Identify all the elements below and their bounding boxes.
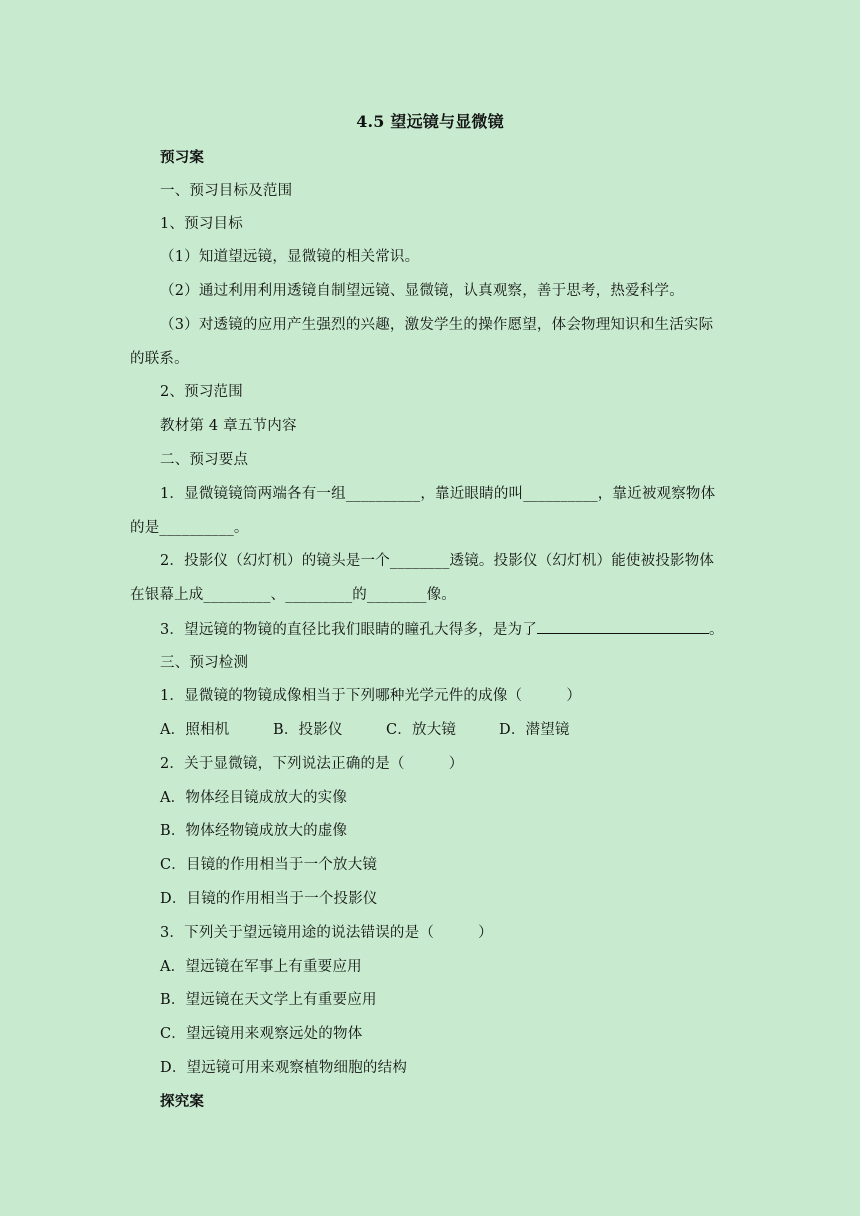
key-point-3 xyxy=(160,619,724,640)
goal-item-2: （2）通过利用利用透镜自制望远镜、显微镜，认真观察，善于思考，热爱科学。 xyxy=(160,283,684,299)
question-3-option-a: A．望远镜在军事上有重要应用 xyxy=(160,959,362,975)
question-1-option-c: C．放大镜 xyxy=(386,722,457,738)
section-heading-preview: 预习案 xyxy=(160,149,205,166)
question-1-options xyxy=(160,720,570,740)
question-2-option-b: B．物体经物镜成放大的虚像 xyxy=(160,823,348,839)
key-point-3-end: 。 xyxy=(708,622,724,638)
heading-goals-range: 一、预习目标及范围 xyxy=(160,183,293,199)
question-3-option-b: B．望远镜在天文学上有重要应用 xyxy=(160,992,377,1008)
heading-key-points: 二、预习要点 xyxy=(160,452,249,468)
goal-item-3-line-2: 的联系。 xyxy=(130,351,189,367)
question-2: 2．关于显微镜，下列说法正确的是（ ） xyxy=(160,756,464,772)
question-2-option-c: C．目镜的作用相当于一个放大镜 xyxy=(160,857,378,873)
key-point-1-line-1: 1．显微镜镜筒两端各有一组__________，靠近眼睛的叫__________，靠近被观察物体 xyxy=(160,486,716,502)
key-point-1-line-2: 的是__________。 xyxy=(130,520,249,536)
heading-range: 2、预习范围 xyxy=(160,384,243,400)
question-2-option-d: D．目镜的作用相当于一个投影仪 xyxy=(160,891,378,907)
question-3-option-c: C．望远镜用来观察远处的物体 xyxy=(160,1026,363,1042)
question-1-option-d: D．潜望镜 xyxy=(499,722,570,738)
answer-blank xyxy=(537,619,709,634)
page-title: 4.5 望远镜与显微镜 xyxy=(356,112,504,131)
question-1: 1．显微镜的物镜成像相当于下列哪种光学元件的成像（ ） xyxy=(160,688,582,704)
heading-goals: 1、预习目标 xyxy=(160,216,243,232)
question-1-option-b: B．投影仪 xyxy=(273,722,343,738)
section-heading-explore: 探究案 xyxy=(160,1093,205,1110)
goal-item-1: （1）知道望远镜，显微镜的相关常识。 xyxy=(160,249,420,265)
goal-item-3-line-1: （3）对透镜的应用产生强烈的兴趣，激发学生的操作愿望，体会物理知识和生活实际 xyxy=(160,317,714,333)
question-3-option-d: D．望远镜可用来观察植物细胞的结构 xyxy=(160,1060,408,1076)
question-3: 3．下列关于望远镜用途的说法错误的是（ ） xyxy=(160,925,493,941)
range-text: 教材第 4 章五节内容 xyxy=(160,418,297,434)
key-point-3-text: 3．望远镜的物镜的直径比我们眼睛的瞳孔大得多，是为了 xyxy=(160,622,537,638)
question-1-option-a: A．照相机 xyxy=(160,722,230,738)
heading-self-check: 三、预习检测 xyxy=(160,655,249,671)
question-2-option-a: A．物体经目镜成放大的实像 xyxy=(160,790,348,806)
key-point-2-line-1: 2．投影仪（幻灯机）的镜头是一个________透镜。投影仪（幻灯机）能使被投影物体 xyxy=(160,553,715,569)
key-point-2-line-2: 在银幕上成_________、_________的________像。 xyxy=(130,587,456,603)
